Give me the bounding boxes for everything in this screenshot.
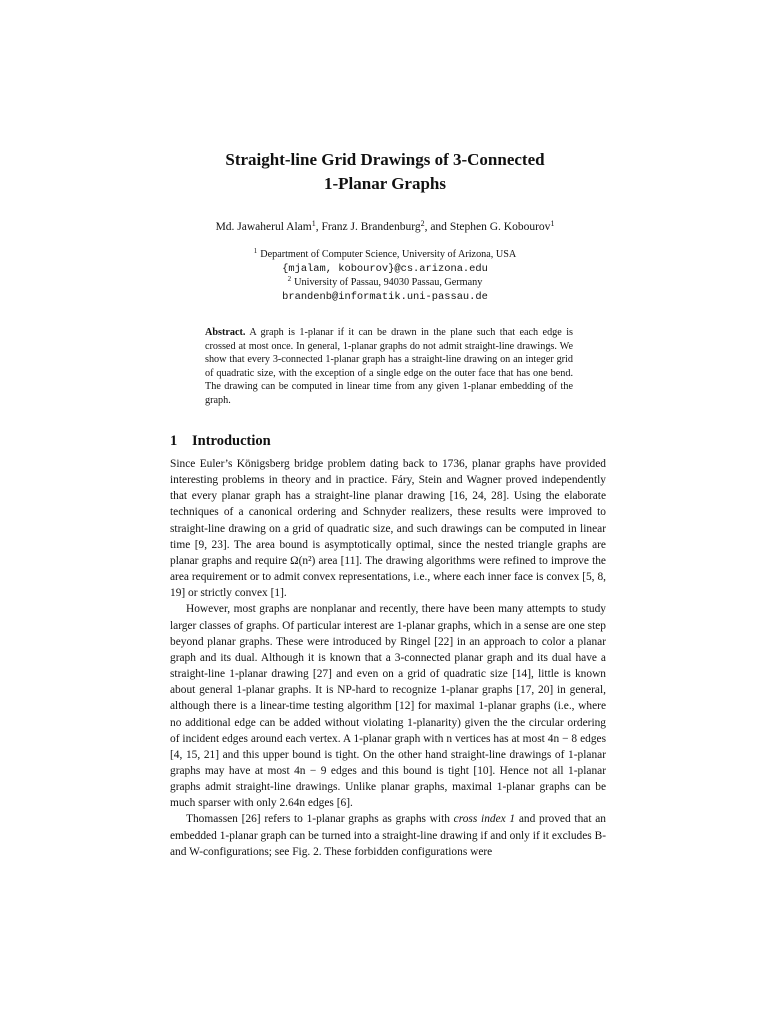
author-separator: , xyxy=(315,221,322,233)
paragraph-text: and proved that an embedded 1-planar graph can be turned into a straight-line drawing if and only if it excludes B- and W-configurations; see Fig. 2. These forbidden configurations were xyxy=(170,813,606,858)
abstract xyxy=(205,326,573,407)
affiliation-mark: 2 xyxy=(287,275,292,283)
affiliation-dept: Department of Computer Science, University of Arizona, USA xyxy=(260,249,517,260)
affiliation-2-email: brandenb@informatik.uni-passau.de xyxy=(282,291,488,303)
affiliation-2 xyxy=(0,276,770,290)
section-heading xyxy=(170,432,271,450)
section-title: Introduction xyxy=(192,433,271,449)
affiliation-mark: 1 xyxy=(253,247,258,255)
paragraph xyxy=(170,811,606,859)
body-text xyxy=(170,456,606,860)
author-name: Franz J. Brandenburg xyxy=(321,221,421,233)
title-line-1: Straight-line Grid Drawings of 3-Connected xyxy=(225,150,545,169)
paragraph-text: Thomassen [26] refers to 1-planar graphs as graphs with xyxy=(186,813,454,826)
paper-title xyxy=(0,148,770,196)
title-line-2: 1-Planar Graphs xyxy=(323,174,446,193)
affiliation-dept: University of Passau, 94030 Passau, Germany xyxy=(294,277,483,288)
author-affiliation-mark: 2 xyxy=(420,219,425,228)
paragraph-emphasis: cross index 1 xyxy=(453,813,516,826)
affiliation-1 xyxy=(0,248,770,262)
paragraph: Since Euler’s Königsberg bridge problem dating back to 1736, planar graphs have provided interesting problems in theory and in practice. Fáry, Stein and Wagner proved independently that every planar graph has a straight-line planar drawing [16, 24, 28]. Using the elaborate techniques of a canonical ordering and Schnyder realizers, these results were improved to straight-line drawing on a grid of quadratic size, and such drawings can be computed in linear time [9, 23]. The area bound is asymptotically optimal, since the nested triangle graphs are planar graphs and require Ω(n²) area [11]. The drawing algorithms were refined to improve the area requirement or to admit convex representations, i.e., where each inner face is convex [5, 8, 19] or strictly convex [1]. xyxy=(170,458,606,600)
paragraph: However, most graphs are nonplanar and recently, there have been many attempts to study larger classes of graphs. Of particular interest are 1-planar graphs, which in a sense are one step beyond planar graphs. These were introduced by Ringel [22] in an approach to color a planar graph and its dual. Although it is known that a 3-connected planar graph and its dual have a straight-line 1-planar drawing [27] and even on a grid of quadratic size [14], little is known about general 1-planar graphs. It is NP-hard to recognize 1-planar graphs [17, 20] in general, although there is a linear-time testing algorithm [12] for maximal 1-planar graphs (i.e., where no additional edge can be added without violating 1-planarity) given the the circular ordering of incident edges around each vertex. A 1-planar graph with n vertices has at most 4n − 8 edges [4, 15, 21] and this upper bound is tight. On the other hand straight-line drawings of 1-planar graphs may have at most 4n − 9 edges and this bound is tight [10]. Hence not all 1-planar graphs admit straight-line drawings. Unlike planar graphs, maximal 1-planar graphs can be much sparser with only 2.64n edges [6]. xyxy=(170,603,606,810)
abstract-text: A graph is 1-planar if it can be drawn in the plane such that each edge is crossed at most once. In general, 1-planar graphs do not admit straight-line drawings. We show that every 3-connected 1-planar graph has a straight-line drawing on an integer grid of quadratic size, with the exception of a single edge on the outer face that has one bend. The drawing can be computed in linear time from any given 1-planar embedding of the graph. xyxy=(205,327,574,406)
author-affiliation-mark: 1 xyxy=(311,219,316,228)
author-list xyxy=(0,220,770,234)
abstract-label: Abstract. xyxy=(205,327,246,338)
author-name: Md. Jawaherul Alam xyxy=(215,221,312,233)
section-number: 1 xyxy=(170,433,178,449)
author-affiliation-mark: 1 xyxy=(550,219,555,228)
author-name: Stephen G. Kobourov xyxy=(449,221,551,233)
author-separator: , and xyxy=(424,221,450,233)
affiliations xyxy=(0,248,770,304)
affiliation-1-email: {mjalam, kobourov}@cs.arizona.edu xyxy=(282,263,488,275)
